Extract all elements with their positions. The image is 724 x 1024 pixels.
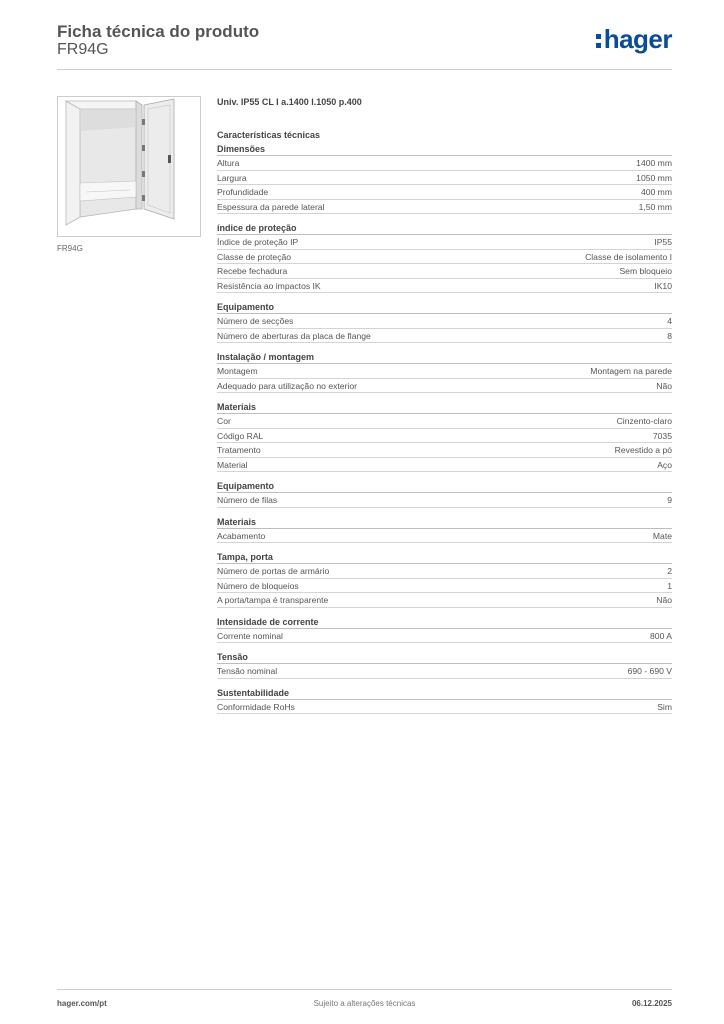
spec-label: Índice de proteção IP xyxy=(217,237,299,247)
spec-label: Montagem xyxy=(217,366,258,376)
footer-notice: Sujeito a alterações técnicas xyxy=(313,999,416,1008)
spec-section xyxy=(217,616,672,644)
spec-value: 8 xyxy=(667,330,672,341)
spec-value: 4 xyxy=(667,316,672,326)
spec-label: Adequado para utilização no exterior xyxy=(217,380,357,391)
spec-section xyxy=(217,301,672,343)
section-title: Materiais xyxy=(217,401,672,414)
spec-row xyxy=(217,564,672,579)
spec-label: Profundidade xyxy=(217,187,269,197)
spec-row xyxy=(217,414,672,429)
spec-label: Número de bloqueios xyxy=(217,580,299,591)
spec-label: Resistência ao impactos IK xyxy=(217,280,321,291)
spec-label: Corrente nominal xyxy=(217,630,283,641)
spec-label: Tensão nominal xyxy=(217,666,278,676)
spec-row xyxy=(217,664,672,679)
spec-row xyxy=(217,364,672,379)
spec-label: Número de portas de armário xyxy=(217,566,330,576)
logo-dots-icon xyxy=(596,31,602,49)
spec-label: Acabamento xyxy=(217,530,266,541)
cabinet-open-door-icon xyxy=(58,97,200,236)
spec-label: Material xyxy=(217,459,248,470)
section-title: Intensidade de corrente xyxy=(217,616,672,629)
spec-value: IP55 xyxy=(654,237,672,247)
spec-row xyxy=(217,235,672,250)
spec-section xyxy=(217,651,672,679)
spec-label: Código RAL xyxy=(217,430,264,441)
spec-value: 2 xyxy=(667,566,672,576)
spec-value: Sim xyxy=(657,701,672,712)
spec-value: 7035 xyxy=(652,430,672,441)
spec-value: 1400 mm xyxy=(636,158,672,168)
spec-value: Montagem na parede xyxy=(590,366,672,376)
spec-row xyxy=(217,529,672,544)
spec-row xyxy=(217,493,672,508)
section-title: Dimensões xyxy=(217,143,672,156)
spec-row xyxy=(217,264,672,279)
spec-label: Número de filas xyxy=(217,495,278,505)
spec-value: 1 xyxy=(667,580,672,591)
section-title: Materiais xyxy=(217,516,672,529)
spec-row xyxy=(217,458,672,473)
spec-value: Revestido a pó xyxy=(614,445,672,455)
spec-section xyxy=(217,516,672,544)
spec-value: 9 xyxy=(667,495,672,505)
spec-label: Recebe fechadura xyxy=(217,266,288,276)
section-title: Instalação / montagem xyxy=(217,351,672,364)
spec-value: 400 mm xyxy=(640,187,672,197)
spec-value: 800 A xyxy=(650,630,672,641)
spec-value: Sem bloqueio xyxy=(619,266,672,276)
spec-value: 1,50 mm xyxy=(638,201,672,212)
spec-label: Número de aberturas da placa de flange xyxy=(217,330,371,341)
spec-value: 1050 mm xyxy=(636,172,672,183)
spec-value: IK10 xyxy=(654,280,672,291)
section-title: índice de proteção xyxy=(217,222,672,235)
spec-row xyxy=(217,156,672,171)
spec-row xyxy=(217,250,672,265)
spec-value: Não xyxy=(656,595,672,605)
spec-label: Tratamento xyxy=(217,445,261,455)
spec-row xyxy=(217,629,672,644)
document-title: Ficha técnica do produto xyxy=(57,22,260,41)
spec-label: Espessura da parede lateral xyxy=(217,201,325,212)
product-image xyxy=(57,96,201,237)
spec-row xyxy=(217,379,672,394)
spec-row xyxy=(217,185,672,200)
spec-value: Aço xyxy=(657,459,672,470)
section-title: Tampa, porta xyxy=(217,551,672,564)
spec-section xyxy=(217,222,672,293)
spec-value: Classe de isolamento I xyxy=(585,251,672,262)
spec-section xyxy=(217,143,672,214)
spec-label: Altura xyxy=(217,158,240,168)
spec-section xyxy=(217,401,672,472)
spec-content xyxy=(217,95,672,714)
spec-row xyxy=(217,579,672,594)
footer-date: 06.12.2025 xyxy=(631,999,672,1008)
spec-row xyxy=(217,314,672,329)
spec-row xyxy=(217,593,672,608)
spec-label: Conformidade RoHs xyxy=(217,701,295,712)
product-title: Univ. IP55 CL I a.1400 l.1050 p.400 xyxy=(217,97,362,107)
footer-website: hager.com/pt xyxy=(57,999,107,1008)
spec-label: Número de secções xyxy=(217,316,294,326)
product-code: FR94G xyxy=(57,41,109,58)
page-footer xyxy=(57,989,672,1015)
page-header xyxy=(57,20,672,70)
logo-text: hager xyxy=(603,24,672,54)
hager-logo xyxy=(596,26,672,52)
spec-section xyxy=(217,687,672,715)
spec-row xyxy=(217,200,672,215)
spec-section xyxy=(217,551,672,608)
spec-value: Cinzento-claro xyxy=(616,416,672,426)
spec-row xyxy=(217,279,672,294)
spec-row xyxy=(217,429,672,444)
spec-label: Largura xyxy=(217,172,247,183)
spec-value: Não xyxy=(656,380,672,391)
spec-value: Mate xyxy=(652,530,672,541)
spec-row xyxy=(217,700,672,715)
spec-section xyxy=(217,480,672,508)
spec-section xyxy=(217,351,672,393)
spec-row xyxy=(217,171,672,186)
spec-row xyxy=(217,329,672,344)
spec-row xyxy=(217,443,672,458)
section-title: Sustentabilidade xyxy=(217,687,672,700)
image-caption: FR94G xyxy=(57,244,83,253)
spec-value: 690 - 690 V xyxy=(627,666,672,676)
spec-label: A porta/tampa é transparente xyxy=(217,595,329,605)
spec-label: Classe de proteção xyxy=(217,251,292,262)
section-title: Equipamento xyxy=(217,301,672,314)
characteristics-heading: Características técnicas xyxy=(217,130,321,140)
section-title: Equipamento xyxy=(217,480,672,493)
section-title: Tensão xyxy=(217,651,672,664)
spec-sections xyxy=(217,143,672,714)
spec-label: Cor xyxy=(217,416,231,426)
